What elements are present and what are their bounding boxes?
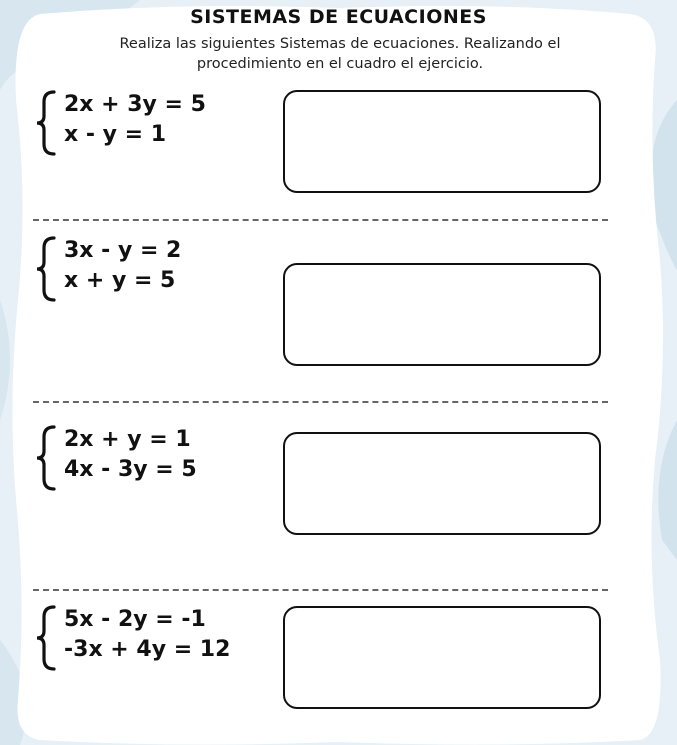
dashed-divider-1 — [33, 219, 608, 221]
equation-2: x + y = 5 — [64, 268, 176, 293]
equation-2: x - y = 1 — [64, 122, 167, 147]
instructions-text: Realiza las siguientes Sistemas de ecuaciones. Realizando el procedimiento en el cuadro el ejercicio. — [119, 36, 561, 72]
equation-1: 2x + y = 1 — [64, 427, 191, 452]
answer-box-4[interactable] — [283, 606, 601, 709]
equation-1: 3x - y = 2 — [64, 238, 182, 263]
equation-2: 4x - 3y = 5 — [64, 457, 197, 482]
answer-box-3[interactable] — [283, 432, 601, 535]
curly-brace-icon — [34, 234, 58, 304]
answer-box-1[interactable] — [283, 90, 601, 193]
curly-brace-icon — [34, 423, 58, 493]
equation-system-3 — [34, 423, 264, 493]
answer-box-2[interactable] — [283, 263, 601, 366]
dashed-divider-2 — [33, 401, 608, 403]
equation-1: 2x + 3y = 5 — [64, 92, 206, 117]
equation-1: 5x - 2y = -1 — [64, 607, 206, 632]
equation-system-4 — [34, 603, 264, 673]
page-title: SISTEMAS DE ECUACIONES — [190, 6, 487, 28]
equation-system-2 — [34, 234, 264, 304]
equation-system-1 — [34, 88, 264, 158]
dashed-divider-3 — [33, 589, 608, 591]
curly-brace-icon — [34, 88, 58, 158]
equation-2: -3x + 4y = 12 — [64, 637, 231, 662]
curly-brace-icon — [34, 603, 58, 673]
